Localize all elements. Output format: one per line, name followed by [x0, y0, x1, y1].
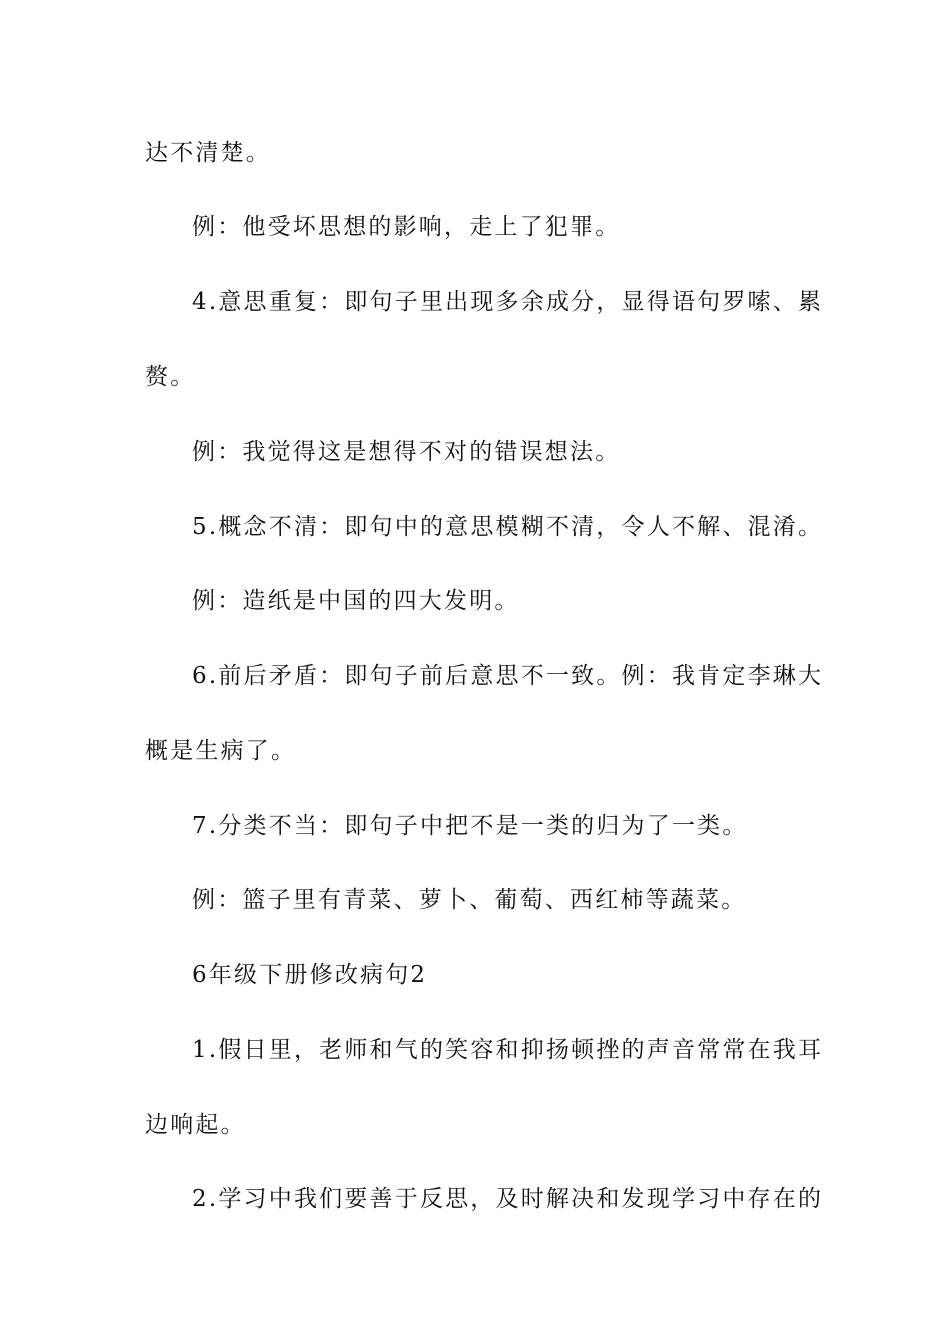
example-line: 例：造纸是中国的四大发明。 [192, 588, 520, 614]
text-line: 边响起。 [145, 1112, 246, 1138]
example-line: 例：篮子里有青菜、萝卜、葡萄、西红柿等蔬菜。 [192, 887, 747, 913]
exercise-item-1: 1.假日里，老师和气的笑容和抑扬顿挫的声音常常在我耳 [192, 1037, 824, 1063]
rule-item-6: 6.前后矛盾：即句子前后意思不一致。例：我肯定李琳大 [192, 663, 824, 689]
exercise-item-2: 2.学习中我们要善于反思，及时解决和发现学习中存在的 [192, 1186, 824, 1212]
text-line: 概是生病了。 [145, 738, 297, 764]
rule-item-4: 4.意思重复：即句子里出现多余成分，显得语句罗嗦、累 [192, 289, 824, 315]
rule-item-7: 7.分类不当：即句子中把不是一类的归为了一类。 [192, 813, 748, 839]
example-line: 例：他受坏思想的影响，走上了犯罪。 [192, 214, 621, 240]
text-line: 赘。 [145, 364, 196, 390]
section-heading: 6年级下册修改病句2 [192, 962, 428, 988]
example-line: 例：我觉得这是想得不对的错误想法。 [192, 439, 621, 465]
text-line: 达不清楚。 [145, 140, 271, 166]
rule-item-5: 5.概念不清：即句中的意思模糊不清，令人不解、混淆。 [192, 514, 824, 540]
